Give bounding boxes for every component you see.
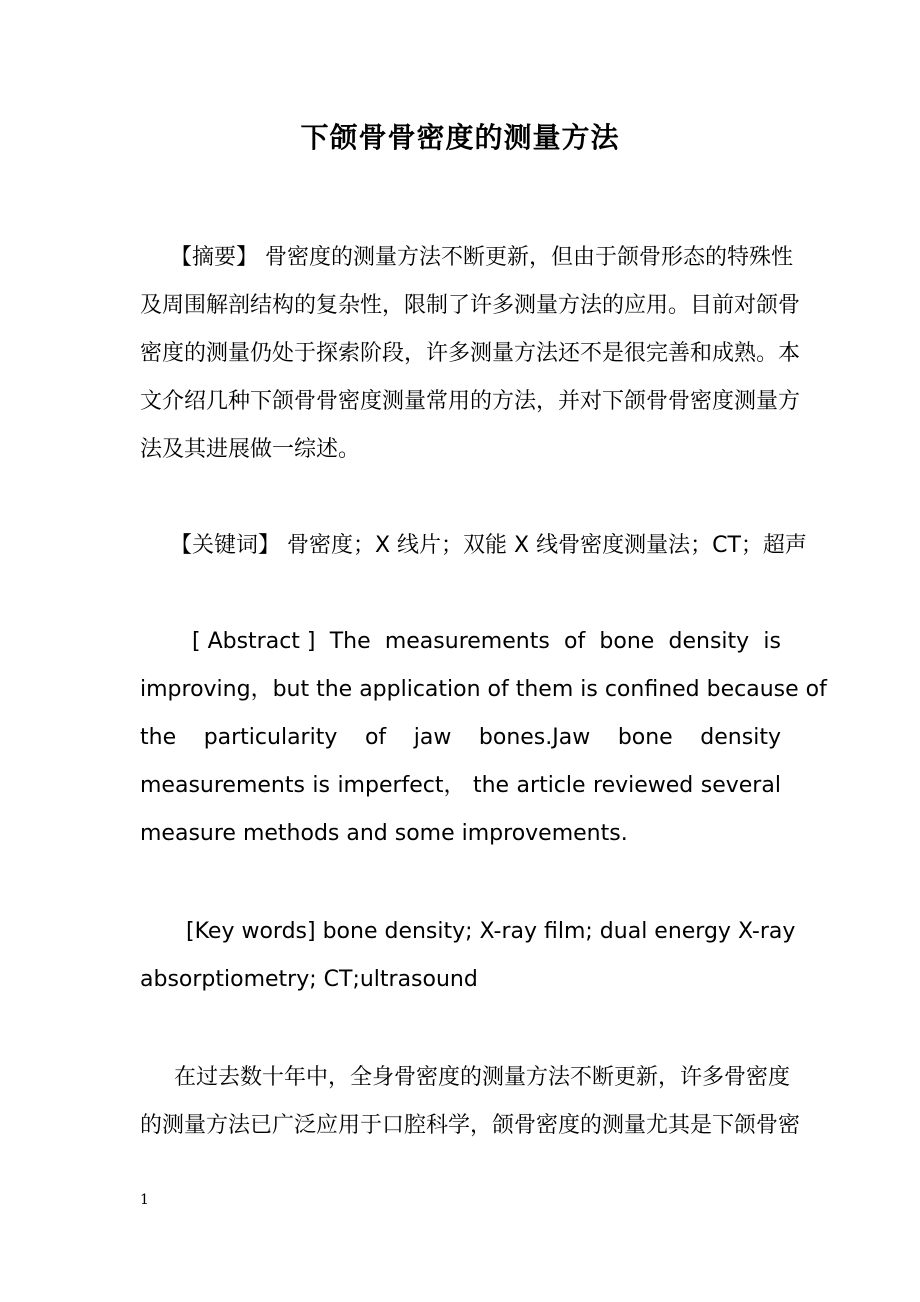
- abstract-en-word: the: [140, 725, 177, 750]
- body-paragraph: [140, 1054, 801, 1150]
- abstract-cn: [140, 234, 801, 474]
- abstract-en-line-1: [140, 618, 781, 666]
- abstract-en-line-2: improving，but the application of them is confined because of: [140, 677, 827, 702]
- abstract-en-word: several: [700, 773, 781, 798]
- abstract-en-word: imperfect，: [337, 773, 466, 798]
- abstract-en-word: The: [329, 629, 371, 654]
- abstract-en-line-4: [140, 762, 781, 810]
- keywords-cn: [140, 522, 807, 570]
- abstract-en-label: [ Abstract ]: [192, 629, 316, 654]
- abstract-cn-line-4: 文介绍几种下颌骨骨密度测量常用的方法，并对下颌骨骨密度测量方: [140, 389, 801, 414]
- abstract-en-word: measurements: [384, 629, 550, 654]
- page-number: 1: [140, 1192, 149, 1208]
- keywords-en-line-1: [Key words] bone density; X-ray film; dual energy X-ray: [186, 919, 796, 944]
- keywords-en-line-2: absorptiometry; CT;ultrasound: [140, 967, 478, 992]
- abstract-en-line-5: measure methods and some improvements.: [140, 821, 628, 846]
- abstract-en-word: jaw: [413, 725, 452, 750]
- abstract-en-word: article: [516, 773, 586, 798]
- abstract-en-word: bone: [599, 629, 655, 654]
- abstract-en-word: reviewed: [593, 773, 694, 798]
- abstract-cn-line-3: 密度的测量仍处于探索阶段，许多测量方法还不是很完善和成熟。本: [140, 341, 801, 366]
- abstract-en-word: measurements: [140, 773, 305, 798]
- abstract-en-word: is: [763, 629, 781, 654]
- abstract-en-word: of: [364, 725, 387, 750]
- abstract-en-line-3: [140, 714, 781, 762]
- abstract-en-word: density: [668, 629, 750, 654]
- abstract-en-word: is: [312, 773, 330, 798]
- abstract-en-word: bones.Jaw: [478, 725, 591, 750]
- body-line-1: 在过去数十年中，全身骨密度的测量方法不断更新，许多骨密度: [174, 1065, 791, 1090]
- abstract-cn-line-1: 【摘要】 骨密度的测量方法不断更新，但由于颌骨形态的特殊性: [170, 245, 793, 270]
- abstract-en-word: density: [700, 725, 781, 750]
- abstract-cn-line-2: 及周围解剖结构的复杂性，限制了许多测量方法的应用。目前对颌骨: [140, 293, 801, 318]
- abstract-en-word: of: [564, 629, 586, 654]
- abstract-en-word: bone: [617, 725, 673, 750]
- body-line-2: 的测量方法已广泛应用于口腔科学，颌骨密度的测量尤其是下颌骨密: [140, 1113, 801, 1138]
- keywords-en: [140, 908, 796, 1004]
- document-title: 下颌骨骨密度的测量方法: [300, 121, 620, 154]
- keywords-cn-line: 【关键词】 骨密度；X 线片；双能 X 线骨密度测量法；CT；超声: [170, 533, 807, 558]
- abstract-en-word: the: [472, 773, 510, 798]
- abstract-en-word: particularity: [203, 725, 338, 750]
- abstract-cn-line-5: 法及其进展做一综述。: [140, 437, 361, 462]
- abstract-en: [140, 618, 827, 858]
